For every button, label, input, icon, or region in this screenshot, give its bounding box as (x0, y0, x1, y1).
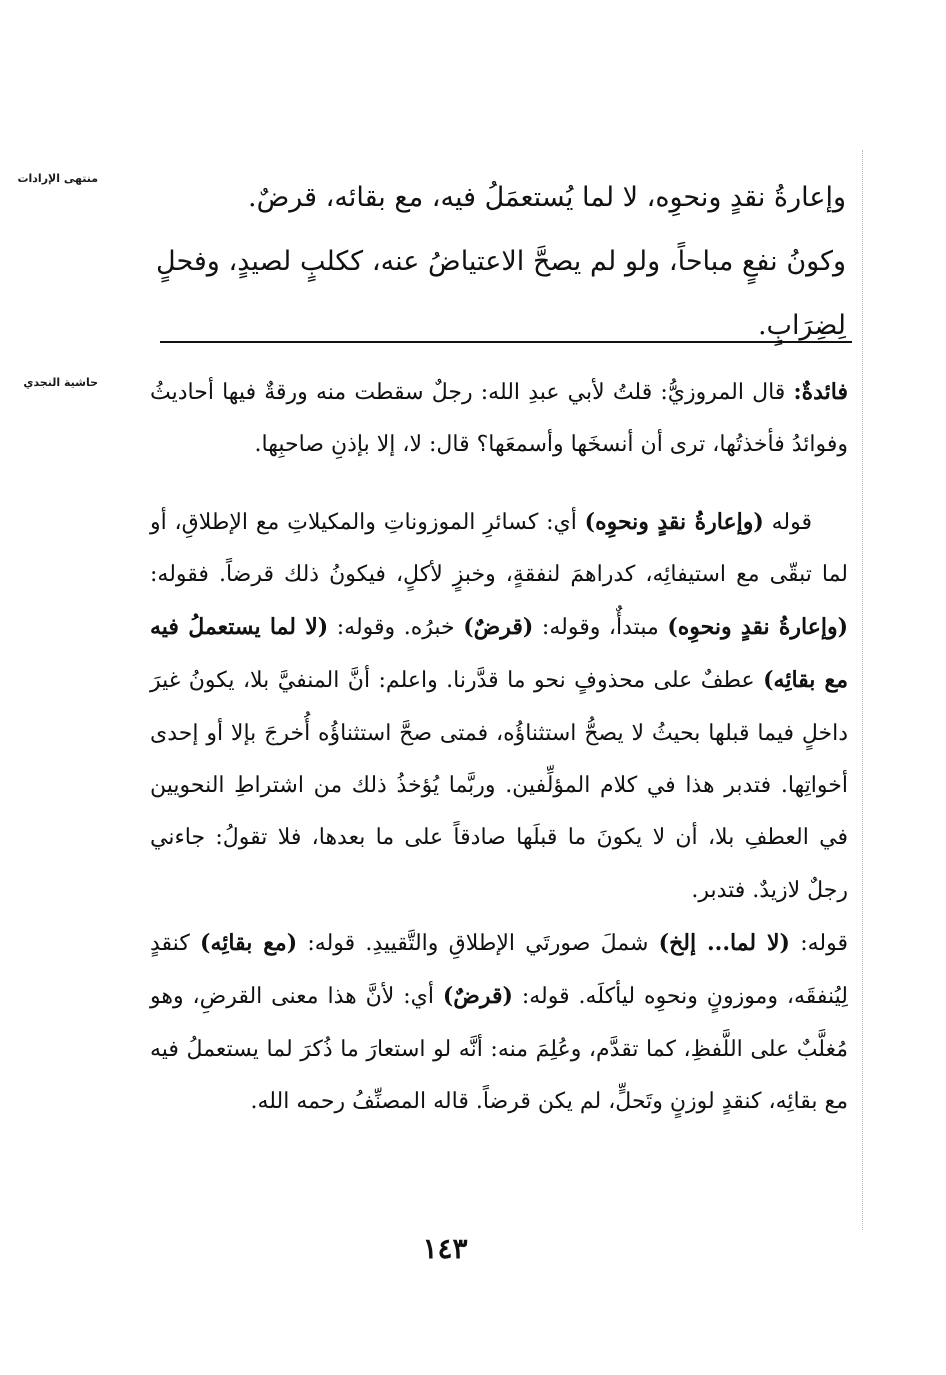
matn-text-block (156, 166, 846, 358)
commentary-text: كنقدٍ لِيُنفقَه، وموزونٍ ونحوِه ليأكلَه. قوله: (150, 930, 848, 1010)
page-number: ١٤٣ (422, 1232, 468, 1265)
commentary-text: قوله (763, 509, 812, 535)
faida-text: قال المروزيُّ: قلتُ لأبي عبدِ الله: رجلٌ سقطت منه ورقةٌ فيها أحاديثُ وفوائدُ فأخذتُها، ترى أن أنسخَها وأسمعَها؟ قال: لا، إلا بإذنِ صاحبِها. (150, 380, 848, 458)
matn-paragraph: وكونُ نفعٍ مباحاً، ولو لم يصحَّ الاعتياضُ عنه، ككلبٍ لصيدٍ، وفحلٍ لِضِرَابٍ. (156, 246, 846, 341)
sharh-text-block (150, 366, 848, 1128)
matn-book-label: منتهى الإرادات (17, 172, 98, 185)
quoted-matn: (لا لما... إلخ) (658, 929, 790, 956)
faida-label: فائدةٌ: (793, 379, 848, 405)
commentary-text: مبتدأٌ، وقوله: (533, 615, 668, 641)
commentary-text: أي: لأنَّ هذا معنى القرضِ، وهو مُغلَّبٌ على اللَّفظِ، كما تقدَّم، وعُلِمَ منه: أنَّه لو استعارَ ما ذُكرَ لما يستعملُ فيه مع بقائِه، كنقدٍ لوزنٍ وتَحلٍّ، لم يكن قرضاً. قاله المصنِّفُ رحمه الله. (150, 984, 848, 1114)
faida-paragraph (150, 366, 848, 472)
commentary-text: شملَ صورتَي الإطلاقِ والتَّقييدِ. قوله: (297, 930, 659, 956)
quoted-matn: (وإعارةُ نقدٍ ونحوِه) (584, 508, 764, 535)
commentary-paragraph (150, 496, 848, 917)
matn-paragraph: وإعارةُ نقدٍ ونحوِه، لا لما يُستعمَلُ فيه، مع بقائه، قرضٌ. (248, 182, 846, 213)
margin-dotted-rule (862, 150, 863, 1230)
commentary-text: عطفٌ على محذوفٍ نحو ما قدَّرنا. واعلم: أنَّ المنفيَّ بلا، يكونُ غيرَ داخلٍ فيما قبلها بحيثُ لا يصحُّ استثناؤُه، فمتى صحَّ استثناؤُه أُخرجَ بإلا أو إحدى أخواتِها. فتدبر هذا في كلام المؤلِّفين. وربَّما يُؤخذُ ذلك من اشتراطِ النحويين في العطفِ بلا، أن لا يكونَ ما قبلَها صادقاً على ما بعدها، فلا تقولُ: جاءني رجلٌ لازيدٌ. فتدبر. (150, 668, 848, 903)
paragraph-gap (150, 472, 848, 496)
section-divider (160, 341, 852, 343)
sharh-book-label: حاشية النجدي (23, 376, 98, 389)
quoted-matn: (قرضٌ) (463, 614, 534, 641)
quoted-matn: (وإعارةُ نقدٍ ونحوِه) (667, 614, 849, 641)
quoted-matn: (لا لما يستعملُ فيه مع بقائِه) (150, 614, 849, 694)
quoted-matn: (مع بقائِه) (200, 929, 298, 956)
quoted-matn: (قرضٌ) (442, 983, 513, 1010)
commentary-text: قوله: (789, 930, 848, 956)
commentary-text: خبرُه. وقوله: (328, 615, 464, 641)
commentary-paragraph (150, 917, 848, 1128)
commentary-text: أي: كسائرِ الموزوناتِ والمكيلاتِ مع الإطلاقِ، أو لما تبقّى مع استيفائِه، كدراهمَ لنفقةٍ، وخبزٍ لأكلٍ، فيكونُ ذلك قرضاً. فقوله: (150, 509, 848, 587)
